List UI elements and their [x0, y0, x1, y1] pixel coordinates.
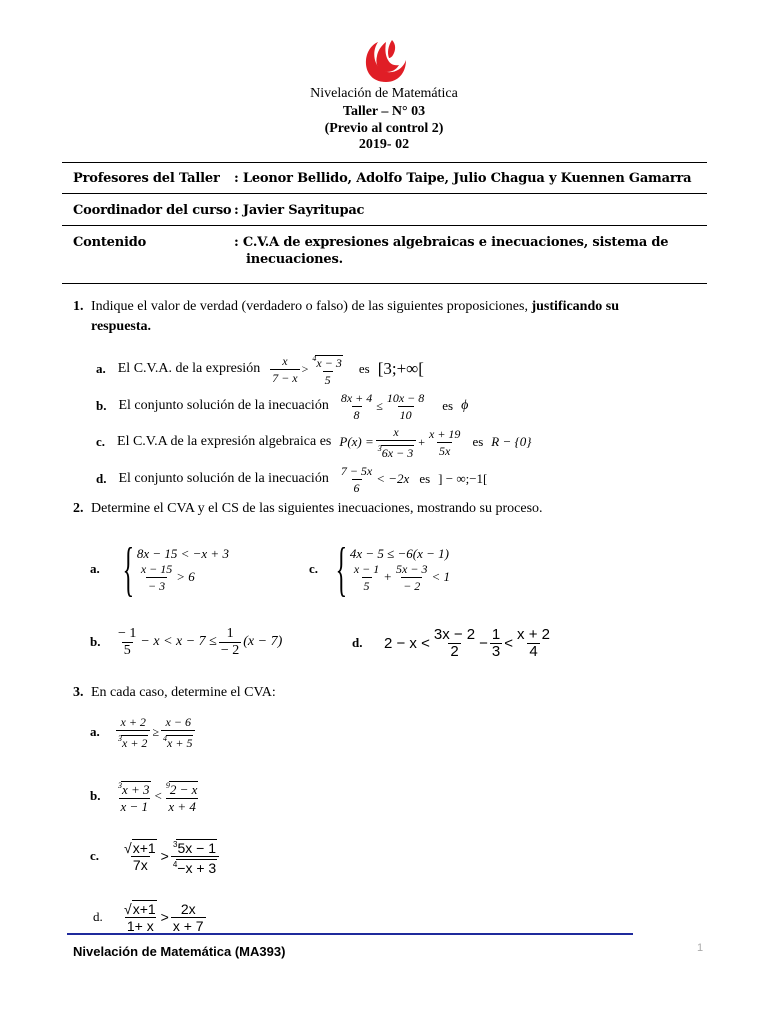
es-word: es: [472, 434, 484, 449]
footer-course: Nivelación de Matemática (MA393): [73, 944, 286, 959]
question-emphasis: respuesta.: [91, 319, 152, 334]
question-number: 3.: [73, 685, 84, 700]
q3-item-a: a. $\frac{x + 2}{^3x + 2}$ ≥ $\frac{x - 6}{^4x + 5}$: [90, 714, 197, 750]
content-value-2: inecuaciones.: [246, 252, 343, 267]
math-fraction: $\frac{^35x - 1}{^4-x + 3}$: [171, 838, 219, 875]
question-1: [73, 297, 703, 317]
math-fraction: $\frac{10x - 8}{10}$: [386, 390, 425, 422]
math-fraction: $\frac{1}{3}$: [491, 625, 501, 660]
coordinator-value: : Javier Sayritupac: [234, 203, 365, 218]
item-letter: a.: [90, 561, 100, 576]
math-fraction: $\frac{^92 - x}{x + 4}$: [165, 780, 198, 814]
question-text: Indique el valor de verdad (verdadero o falso) de las siguientes proposiciones,: [91, 299, 528, 314]
q3-item-b: b. $\frac{^3x + 3}{x - 1}$ < $\frac{^92 - x}{x + 4}$: [90, 775, 202, 817]
item-letter: c.: [96, 434, 106, 449]
question-emphasis: justificando su: [531, 299, 619, 314]
math-fraction: $\frac{x - 6}{^4x + 5}$: [161, 715, 195, 750]
item-letter: a.: [90, 724, 100, 739]
item-letter: d.: [96, 471, 107, 486]
question-2: [73, 499, 703, 519]
footer-line: [67, 933, 633, 935]
divider: [62, 225, 707, 226]
header-line2: Taller – N° 03: [342, 104, 426, 119]
question-text: En cada caso, determine el CVA:: [91, 685, 276, 700]
math-fraction: $\frac{^3x + 3}{x - 1}$: [118, 780, 150, 814]
item-letter: a.: [96, 361, 106, 376]
divider: [62, 193, 707, 194]
item-text: El conjunto solución de la inecuación: [118, 398, 329, 413]
header-line3: (Previo al control 2): [324, 121, 444, 136]
math-fraction: $\frac{x + 2}{^3x + 2}$: [116, 715, 150, 750]
math-fraction: $\frac{√x+1}{1+ x}$: [124, 900, 156, 934]
q1-item-a: a. El C.V.A. de la expresión $\frac{x}{7 - x}$ > $\frac{^4x - 3}{5}$ es [3;+∞[: [96, 353, 424, 387]
page-number: 1: [697, 942, 704, 954]
math-fraction: $\frac{2x}{x + 7}$: [172, 900, 204, 934]
item-text: El C.V.A de la expresión algebraica es: [117, 434, 332, 449]
q2-item-c: c. { 4x − 5 ≤ −6(x − 1) $\frac{x - 1}{5}$ + $\frac{5x - 3}{- 2}$ < 1: [309, 536, 450, 602]
divider: [62, 162, 707, 163]
question-1-cont: [91, 317, 151, 337]
question-text: Determine el CVA y el CS de las siguientes inecuaciones, mostrando su proceso.: [91, 501, 543, 516]
math-fraction: $\frac{- 1}{5}$: [118, 625, 137, 658]
professors-value: : Leonor Bellido, Adolfo Taipe, Julio Chagua y Kuennen Gamarra: [234, 171, 692, 186]
question-3: [73, 683, 703, 703]
item-letter: c.: [90, 848, 100, 863]
math-fraction: $\frac{x}{^36x - 3}$: [376, 425, 416, 460]
item-letter: d.: [93, 909, 103, 924]
math-fraction: $\frac{3x - 2}{2}$: [433, 625, 476, 660]
math-fraction: $\frac{8x + 4}{8}$: [340, 390, 373, 422]
q1-item-b: b. El conjunto solución de la inecuación $\frac{8x + 4}{8}$ ≤ $\frac{10x - 8}{10}$ es ϕ: [96, 390, 469, 422]
divider: [62, 283, 707, 284]
q1-item-d: d. El conjunto solución de la inecuación $\frac{7 - 5x}{6}$ < −2x es ] − ∞;−1[: [96, 463, 488, 495]
question-number: 1.: [73, 299, 84, 314]
professors-label: Profesores del Taller: [73, 171, 220, 186]
es-word: es: [419, 471, 431, 486]
header-line1: Nivelación de Matemática: [310, 86, 458, 101]
item-letter: b.: [90, 634, 101, 649]
question-number: 2.: [73, 501, 84, 516]
content-label: Contenido: [73, 235, 147, 250]
item-letter: b.: [96, 398, 107, 413]
upc-logo: [362, 36, 410, 84]
item-text: El C.V.A. de la expresión: [117, 361, 261, 376]
header-line4: 2019- 02: [358, 137, 410, 152]
math-fraction: $\frac{7 - 5x}{6}$: [340, 463, 373, 495]
math-fraction: $\frac{x + 19}{5x}$: [429, 426, 461, 458]
item-letter: b.: [90, 788, 101, 803]
es-word: es: [358, 361, 370, 376]
math-fraction: $\frac{1}{- 2}$: [220, 625, 240, 658]
math-fraction: $\frac{x + 2}{4}$: [517, 625, 550, 660]
q2-item-d: d. 2 − x < $\frac{3x - 2}{2}$ − $\frac{1}{3}$ < $\frac{x + 2}{4}$: [352, 625, 550, 660]
item-text: El conjunto solución de la inecuación: [118, 471, 329, 486]
math-fraction: $\frac{√x+1}{7x}$: [124, 839, 156, 873]
math-fraction: $\frac{x}{7 - x}$: [272, 353, 298, 385]
item-letter: c.: [309, 561, 319, 576]
q2-item-b: b. $\frac{- 1}{5}$ − x < x − 7 ≤ $\frac{1}{- 2}$ (x − 7): [90, 625, 283, 658]
q3-item-c: c. $\frac{√x+1}{7x}$ > $\frac{^35x - 1}{^4-x + 3}$: [90, 835, 221, 877]
q2-item-a: a. { 8x − 15 < −x + 3 $\frac{x - 15}{- 3}$ > 6: [90, 536, 229, 602]
es-word: es: [442, 398, 454, 413]
item-letter: d.: [352, 635, 363, 650]
coordinator-label: Coordinador del curso: [73, 203, 232, 218]
content-value-1: : C.V.A de expresiones algebraicas e inecuaciones, sistema de: [234, 235, 669, 250]
math-fraction: $\frac{^4x - 3}{5}$: [312, 353, 342, 387]
q3-item-d: d. $\frac{√x+1}{1+ x}$ > $\frac{2x}{x + 7}$: [93, 900, 204, 934]
q1-item-c: c. El C.V.A de la expresión algebraica es P(x) = $\frac{x}{^36x - 3}$ + $\frac{x + 19}{5x}$ es R − {0}: [96, 424, 532, 460]
